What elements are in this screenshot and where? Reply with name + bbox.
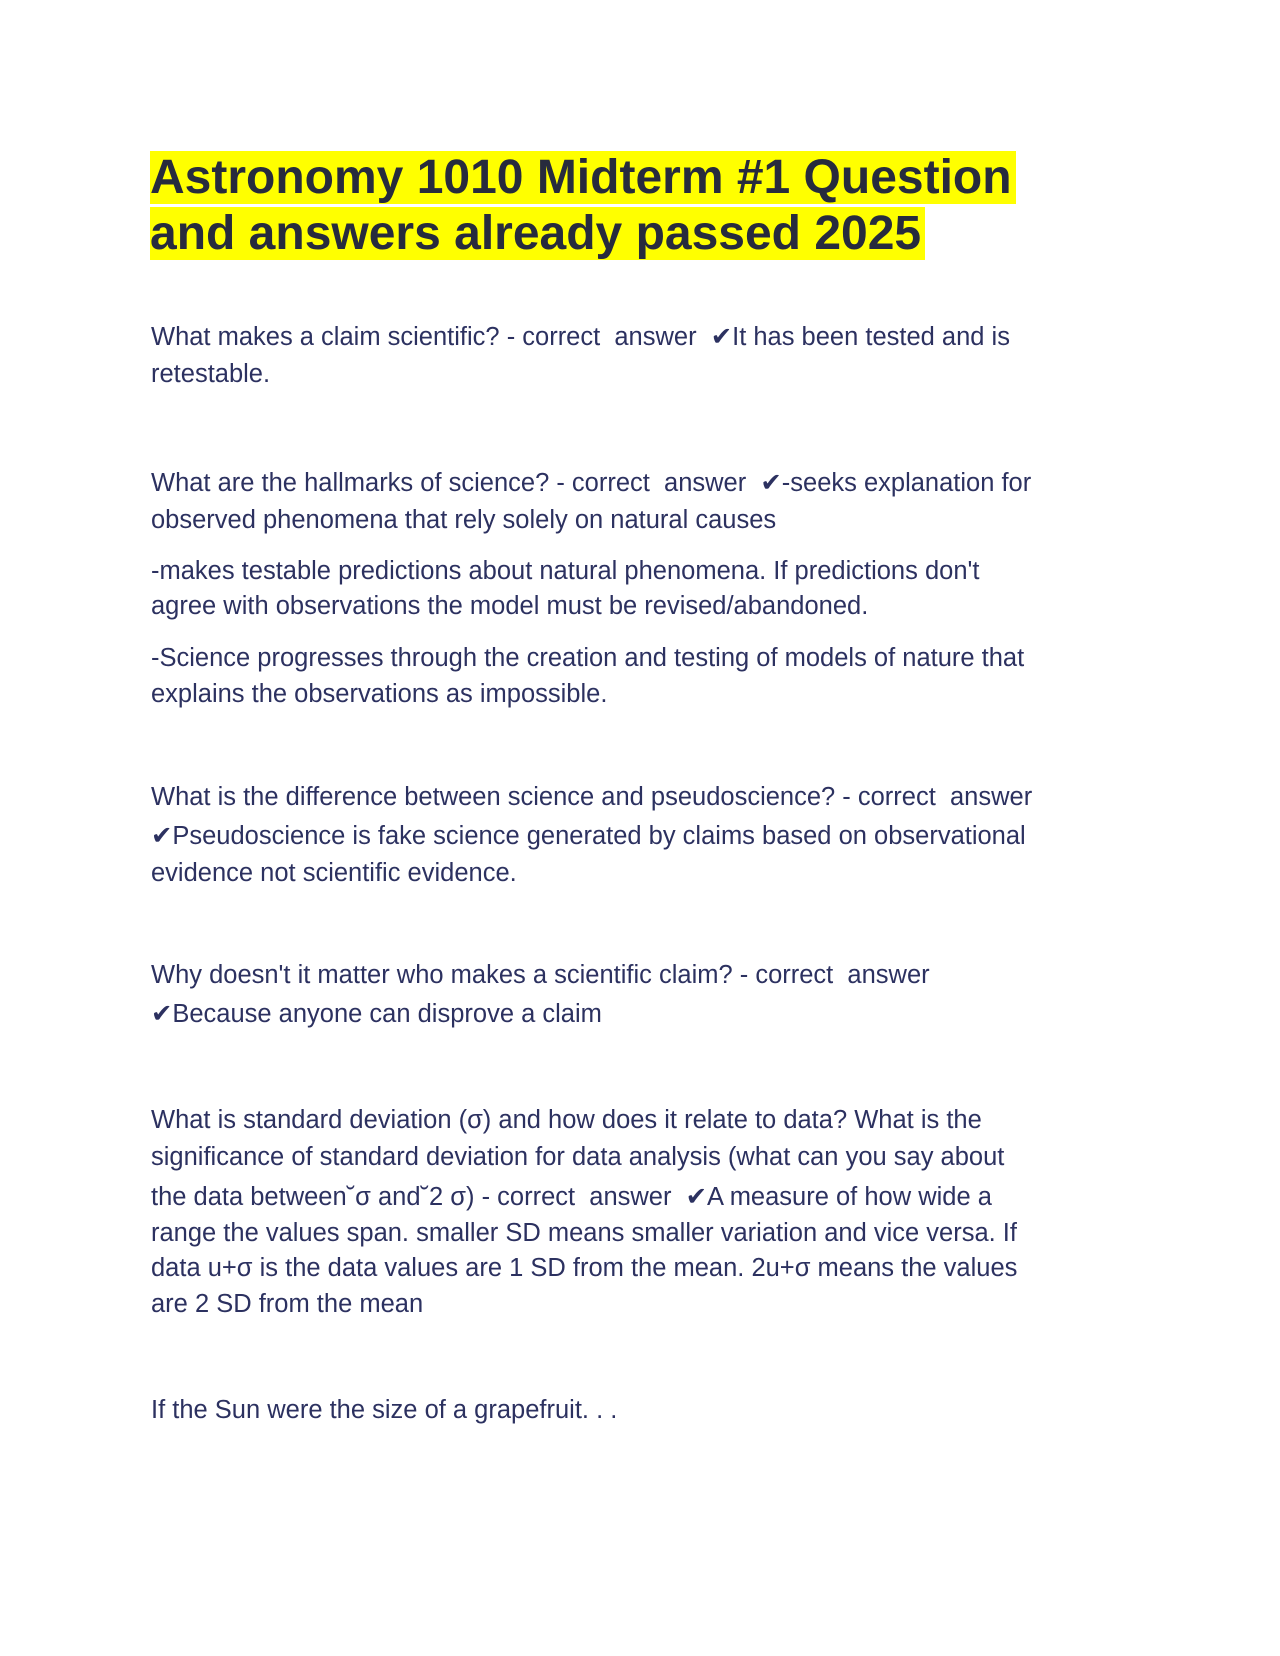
title-line: Astronomy 1010 Midterm #1 Question bbox=[150, 151, 1016, 204]
answer-line: ✔Because anyone can disprove a claim bbox=[151, 1000, 602, 1028]
answer-line: evidence not scientific evidence. bbox=[151, 859, 517, 887]
document-title bbox=[150, 150, 1016, 206]
answer-line: observed phenomena that rely solely on natural causes bbox=[151, 506, 777, 534]
question-line: Why doesn't it matter who makes a scientific claim? - correct answer bbox=[151, 961, 930, 989]
question-line: What are the hallmarks of science? - correct answer ✔-seeks explanation for bbox=[151, 469, 1032, 497]
question-line: If the Sun were the size of a grapefruit. . . bbox=[151, 1396, 618, 1424]
answer-line: retestable. bbox=[151, 360, 271, 388]
answer-line: explains the observations as impossible. bbox=[151, 680, 608, 708]
answer-line: -Science progresses through the creation and testing of models of nature that bbox=[151, 644, 1025, 672]
answer-line: the data between˘σ and˘2 σ) - correct answer ✔A measure of how wide a bbox=[151, 1183, 992, 1211]
answer-line: data u+σ is the data values are 1 SD from the mean. 2u+σ means the values bbox=[151, 1254, 1018, 1282]
answer-line: range the values span. smaller SD means smaller variation and vice versa. If bbox=[151, 1219, 1017, 1247]
answer-line: -makes testable predictions about natural phenomena. If predictions don't bbox=[151, 557, 980, 585]
title-line: and answers already passed 2025 bbox=[150, 207, 925, 260]
question-line: What makes a claim scientific? - correct answer ✔It has been tested and is bbox=[151, 323, 1010, 351]
question-line: significance of standard deviation for data analysis (what can you say about bbox=[151, 1143, 1005, 1171]
question-line: What is the difference between science and pseudoscience? - correct answer bbox=[151, 783, 1033, 811]
question-line: What is standard deviation (σ) and how does it relate to data? What is the bbox=[151, 1106, 982, 1134]
answer-line: are 2 SD from the mean bbox=[151, 1290, 424, 1318]
document-title-line-2 bbox=[150, 206, 925, 262]
answer-line: agree with observations the model must be revised/abandoned. bbox=[151, 592, 869, 620]
answer-line: ✔Pseudoscience is fake science generated by claims based on observational bbox=[151, 822, 1026, 850]
